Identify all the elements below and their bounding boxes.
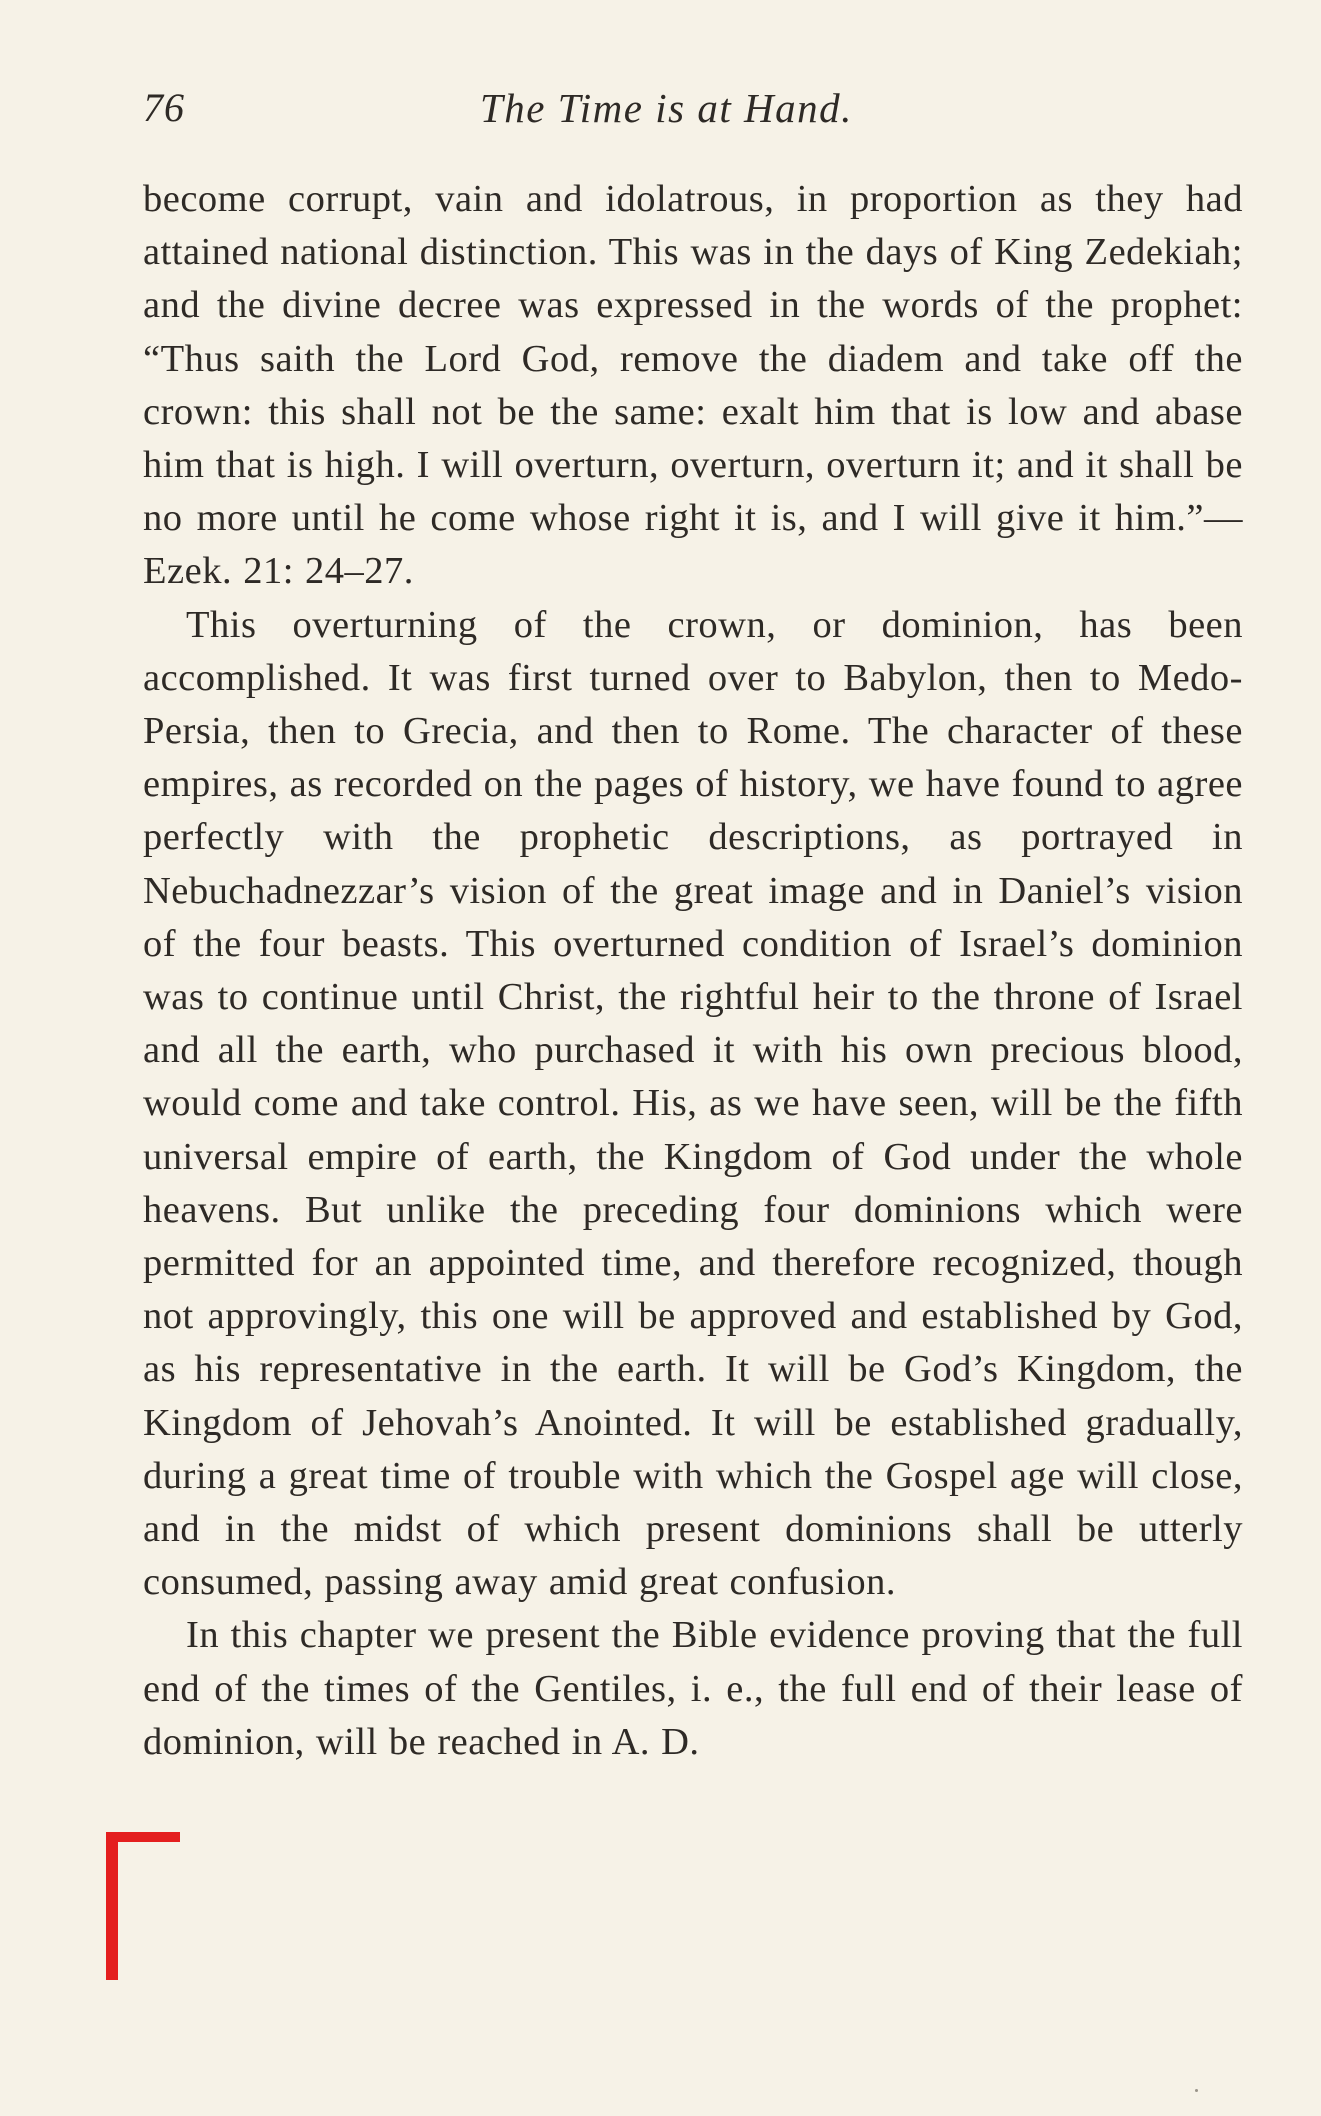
paragraph-chapter-intro: In this chapter we present the Bible evidence proving that the full end of the times of the Gentiles, i. e., the full end of their lease of dominion, will be reached in A. D. — [143, 1614, 1243, 1763]
red-bracket-mark — [106, 1832, 180, 1980]
running-head — [143, 84, 1243, 140]
red-bracket-horizontal — [106, 1832, 180, 1842]
running-title: The Time is at Hand. — [480, 85, 853, 131]
body-text — [143, 173, 1243, 1769]
red-bracket-vertical — [106, 1832, 118, 1980]
paragraph-continued: become corrupt, vain and idolatrous, in proportion as they had attained national distinction. This was in the days of King Zedekiah; and the divine decree was expressed in the words of the prophet: “Thus saith the Lord God, remove the diadem and take off the crown: this shall not be the same: exalt him that is low and abase him that is high. I will overturn, overturn, overturn it; and it shall be no more until he come whose right it is, and I will give it him.”—Ezek. 21: 24–27. — [143, 178, 1243, 593]
page-number: 76 — [143, 85, 185, 130]
paper-speck — [1195, 2089, 1198, 2092]
paragraph-overturning: This overturning of the crown, or dominion, has been accomplished. It was first turned over to Babylon, then to Medo-Persia, then to Grecia, and then to Rome. The character of these empires, as recorded on the pages of history, we have found to agree perfectly with the prophetic descriptions, as portrayed in Nebuchadnezzar’s vision of the great image and in Daniel’s vision of the four beasts. This overturned condition of Israel’s dominion was to continue until Christ, the rightful heir to the throne of Israel and all the earth, who purchased it with his own precious blood, would come and take control. His, as we have seen, will be the fifth universal empire of earth, the Kingdom of God under the whole heavens. But unlike the preceding four dominions which were permitted for an appointed time, and therefore recognized, though not approvingly, this one will be approved and established by God, as his representative in the earth. It will be God’s Kingdom, the Kingdom of Jehovah’s Anointed. It will be established gradually, during a great time of trouble with which the Gospel age will close, and in the midst of which present dominions shall be utterly consumed, passing away amid great confusion. — [143, 603, 1243, 1604]
